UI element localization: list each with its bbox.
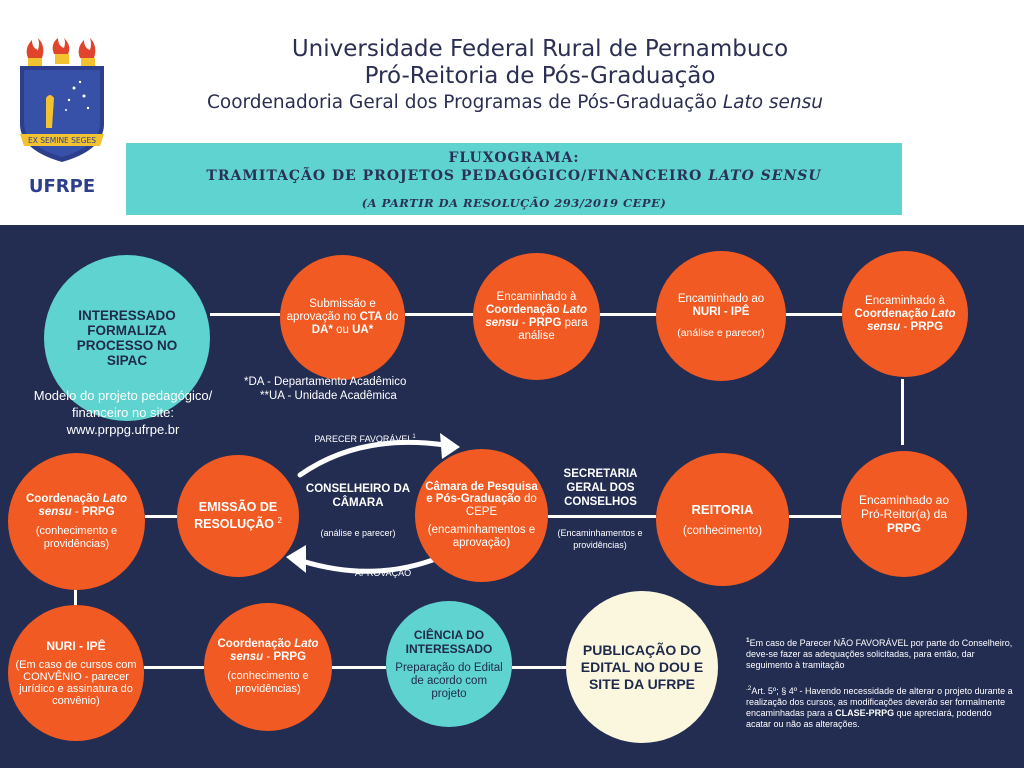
connector: [512, 666, 566, 669]
aprovacao-label: APROVAÇÃO: [354, 568, 412, 578]
da-note: *DA - Departamento Acadêmico: [244, 376, 407, 388]
node-publicacao-edital: PUBLICAÇÃO DO EDITAL NO DOU E SITE DA UFRPE: [566, 591, 718, 743]
secretaria-label: SECRETARIA GERAL DOS CONSELHOS: [563, 468, 638, 508]
conselheiro-label: CONSELHEIRO DA CÂMARA: [305, 483, 411, 509]
coordenadoria: Coordenadoria Geral dos Programas de Pós-Graduação Lato sensu: [206, 92, 824, 113]
connector: [144, 666, 204, 669]
node-reitoria: REITORIA (conhecimento): [656, 453, 789, 586]
node-pro-reitor: Encaminhado ao Pró-Reitor(a) da PRPG: [841, 451, 967, 577]
connector: [548, 515, 656, 518]
svg-text:UFRPE: UFRPE: [28, 176, 96, 197]
node-nuri-analise: Encaminhado ao NURI - IPÊ (análise e parecer): [656, 251, 786, 381]
banner-resolution: (A PARTIR DA RESOLUÇÃO 293/2019 CEPE): [361, 196, 667, 210]
node-nuri-convenio: NURI - IPÊ (Em caso de cursos com CONVÊNIO - parecer jurídico e assinatura do convênio): [8, 605, 144, 741]
connector: [789, 515, 841, 518]
university-name: Universidade Federal Rural de Pernambuco: [291, 36, 789, 62]
footnote-1: $^1$Em caso de Parecer NÃO FAVORÁVEL por parte do Conselheiro, deve-se fazer as adequações solicitadas, para então, dar seguimento à tramitação: [746, 637, 1013, 670]
node-coord-analise: Encaminhado à Coordenação Lato sensu - PRPG para análise: [473, 253, 600, 380]
fluxograma-banner: [126, 143, 902, 215]
banner-title: FLUXOGRAMA:: [448, 150, 580, 166]
connector: [405, 313, 473, 316]
connector: [600, 313, 656, 316]
node-camara-cepe: Câmara de Pesquisa e Pós-Graduação do CEPE (encaminhamentos e aprovação): [415, 449, 548, 582]
node-coord-encaminhado: Encaminhado à Coordenação Lato sensu - PRPG: [842, 251, 968, 377]
footnote-2: $^{.2}$Art. 5º; § 4º - Havendo necessidade de alterar o projeto durante a realização dos cursos, as modificações deverão ser formalmente encaminhadas para a CLASE-PRPG que apreciará, podendo acatar ou não as alterações.: [746, 685, 1013, 729]
pro-reitoria: Pró-Reitoria de Pós-Graduação: [364, 63, 716, 89]
ua-note: **UA - Unidade Acadêmica: [260, 390, 397, 402]
parecer-favoravel-label: PARECER FAVORÁVEL$^1$: [314, 434, 416, 444]
svg-text:EX SEMINE SEGES: EX SEMINE SEGES: [28, 136, 96, 145]
connector: [901, 379, 904, 445]
node-coord-providencias: Coordenação Lato sensu - PRPG (conhecimento e providências): [204, 603, 332, 731]
flow-area: [0, 225, 1024, 768]
header: [0, 0, 1024, 225]
connector: [332, 666, 386, 669]
modelo-projeto-note: Modelo do projeto pedagógico/ financeiro no site: www.prppg.ufrpe.br: [33, 388, 213, 437]
connector: [786, 313, 842, 316]
conselheiro-sub: (análise e parecer): [320, 528, 396, 538]
node-ciencia-interessado: CIÊNCIA DO INTERESSADO Preparação do Edital de acordo com projeto: [386, 601, 512, 727]
node-coord-conhecimento: Coordenação Lato sensu - PRPG (conhecimento e providências): [8, 453, 145, 590]
banner-subtitle: TRAMITAÇÃO DE PROJETOS PEDAGÓGICO/FINANCEIRO LATO SENSU: [206, 168, 822, 184]
connector: [145, 515, 177, 518]
node-emissao-resolucao: EMISSÃO DE RESOLUÇÃO $^2$: [177, 455, 299, 577]
connector: [210, 313, 280, 316]
node-submissao: Submissão e aprovação no CTA do DA* ou UA*: [280, 255, 405, 380]
ufrpe-logo: [14, 38, 110, 198]
node-interessado: INTERESSADO FORMALIZA PROCESSO NO SIPAC: [44, 255, 210, 421]
secretaria-sub: (Encaminhamentos e providências): [557, 528, 643, 550]
